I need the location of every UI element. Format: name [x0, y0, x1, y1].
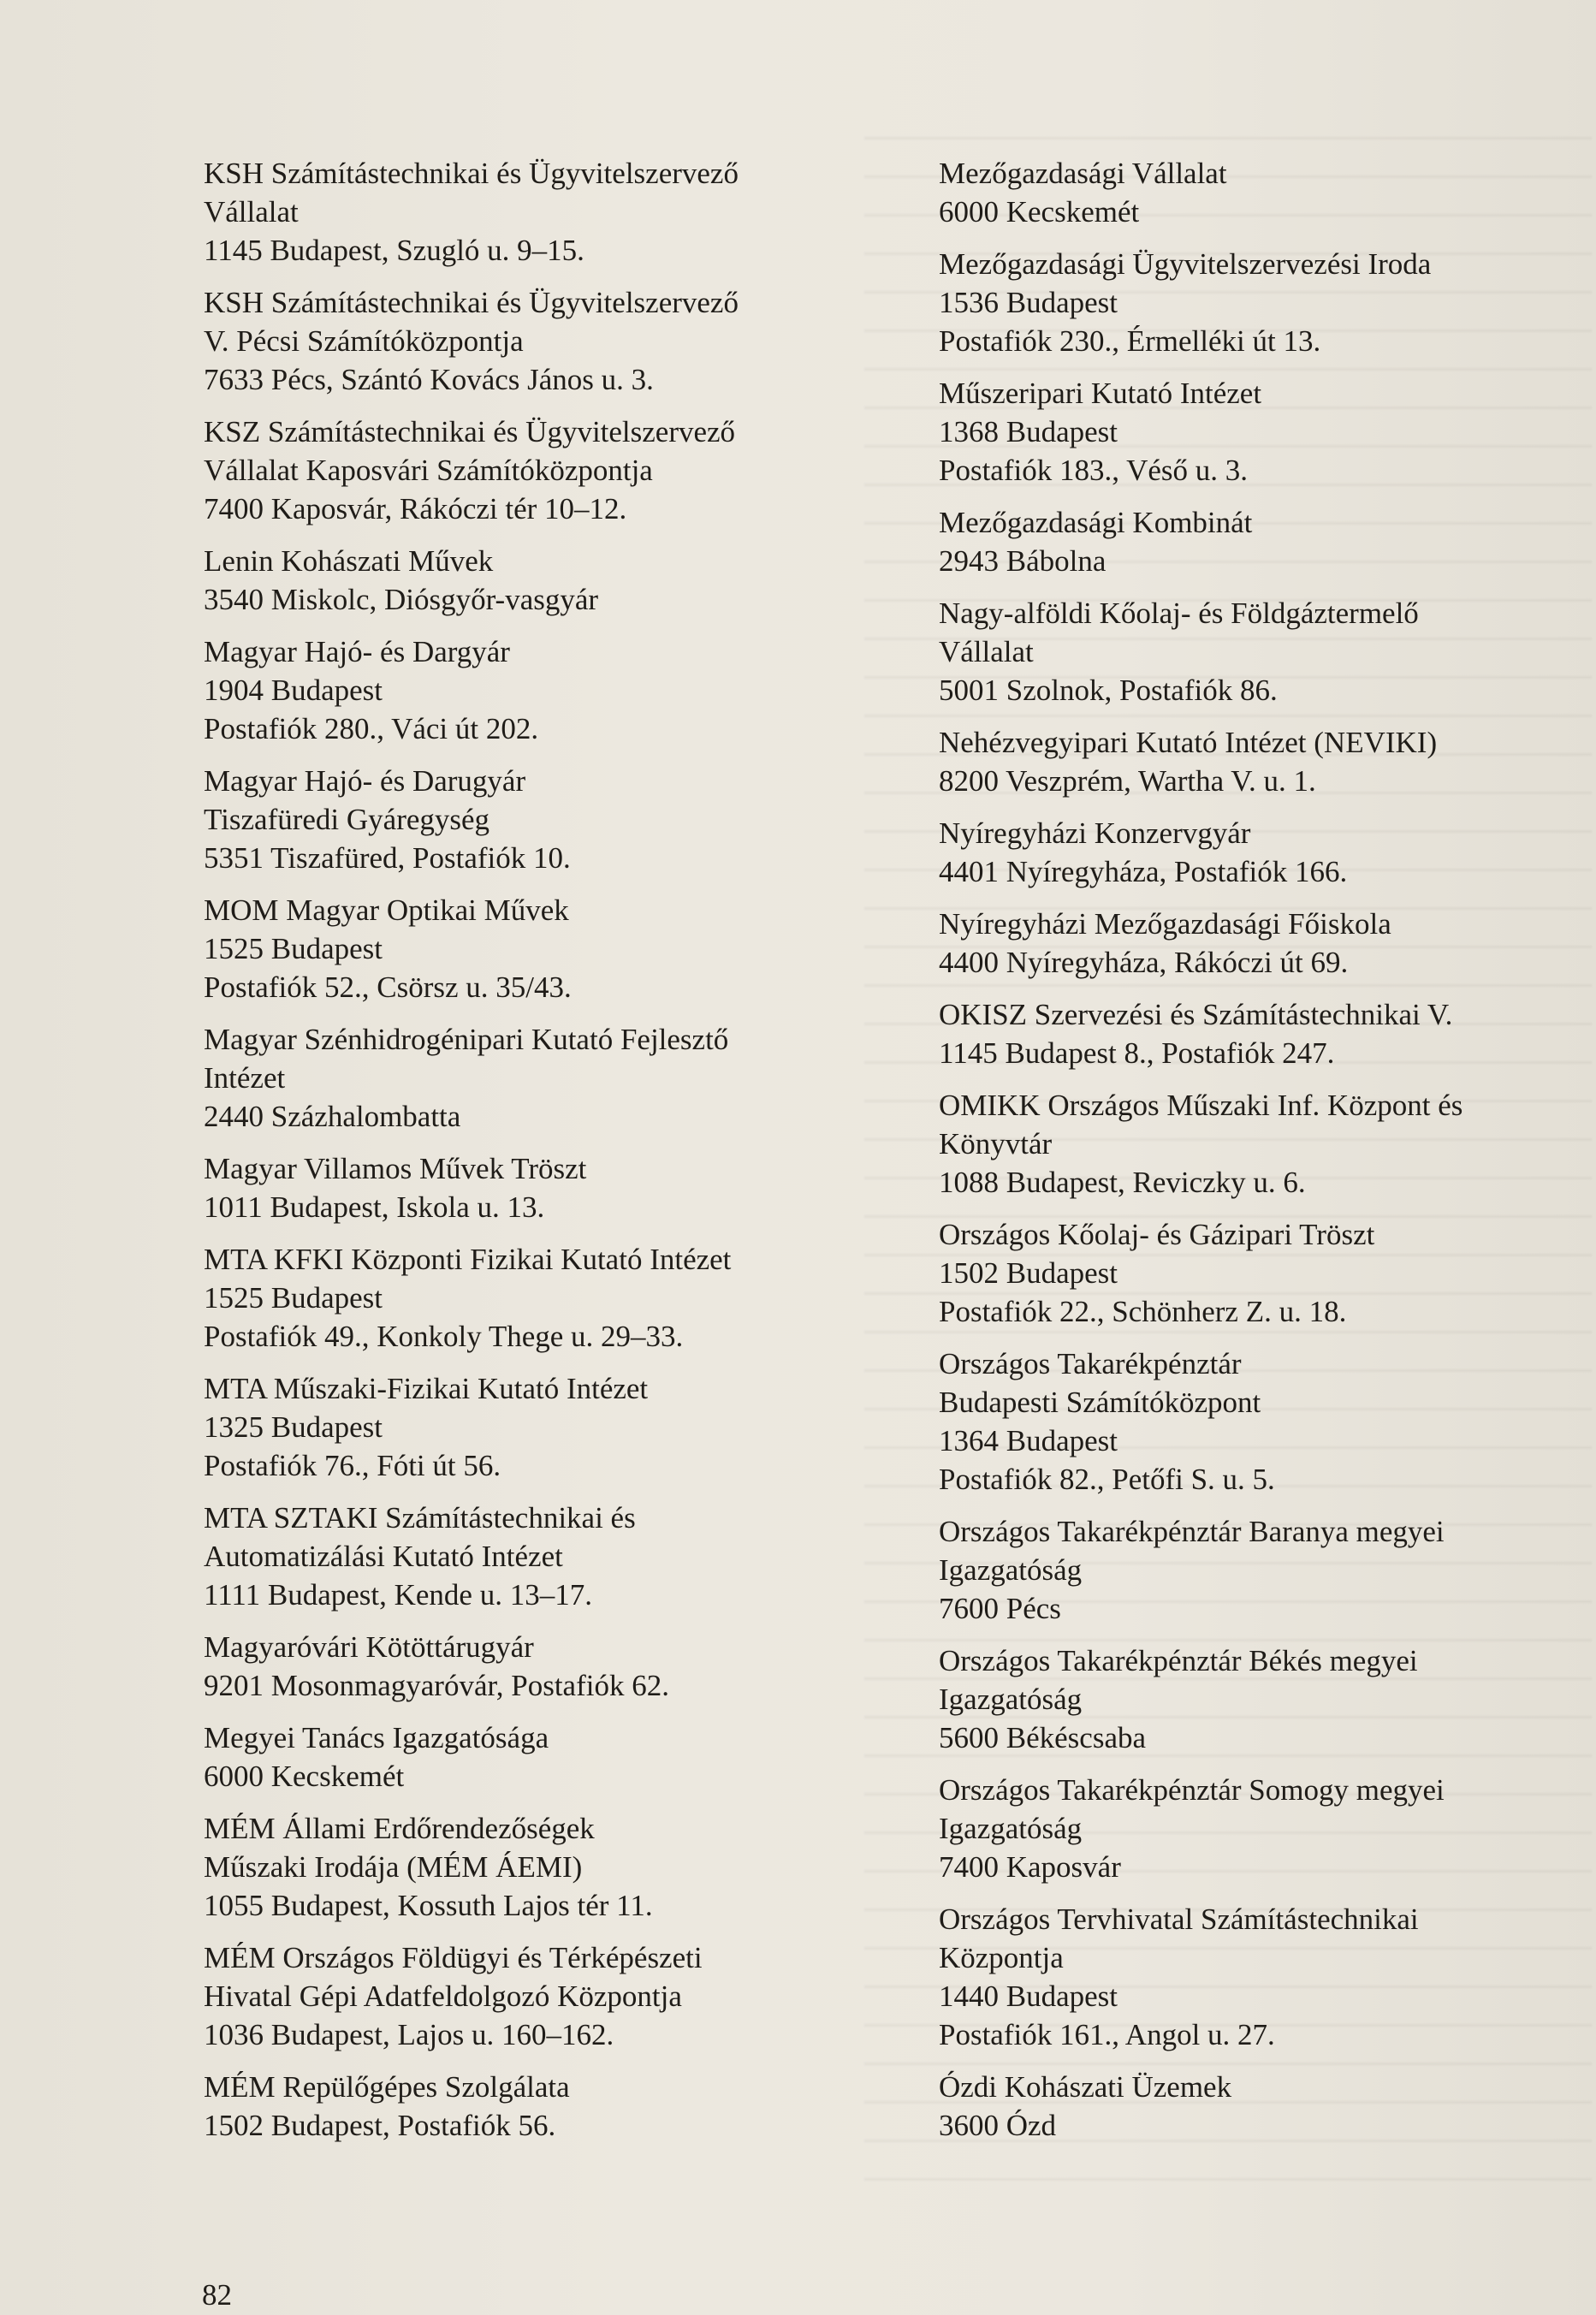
address-entry: [204, 1149, 940, 1226]
address-entry: [204, 891, 940, 1006]
entry-address-line: 4401 Nyíregyháza, Postafiók 166.: [939, 855, 1348, 888]
entry-address-line: Postafiók 76., Fóti út 56.: [204, 1449, 501, 1482]
address-entry: [204, 1240, 940, 1356]
address-entry: [204, 1718, 940, 1796]
entry-address-line: 1525 Budapest: [204, 932, 383, 965]
entry-address-line: Igazgatóság: [939, 1683, 1083, 1716]
address-entry: [939, 154, 1572, 231]
entry-organization-name: MÉM Országos Földügyi és Térképészeti: [204, 1941, 703, 1974]
entry-organization-name: Magyaróvári Kötöttárugyár: [204, 1630, 534, 1664]
entry-organization-name: Magyar Hajó- és Dargyár: [204, 635, 510, 668]
entry-address-line: 5001 Szolnok, Postafiók 86.: [939, 674, 1278, 707]
entry-address-line: Tiszafüredi Gyáregység: [204, 803, 490, 836]
entry-organization-name: Nagy-alföldi Kőolaj- és Földgáztermelő: [939, 597, 1419, 630]
entry-address-line: 1502 Budapest: [939, 1256, 1118, 1290]
entry-address-line: 1325 Budapest: [204, 1410, 383, 1444]
entry-organization-name: Nyíregyházi Mezőgazdasági Főiskola: [939, 907, 1391, 941]
entry-organization-name: Mezőgazdasági Kombinát: [939, 506, 1253, 539]
entry-address-line: V. Pécsi Számítóközpontja: [204, 324, 524, 358]
address-entry: [939, 1900, 1572, 2054]
entry-address-line: Hivatal Gépi Adatfeldolgozó Központja: [204, 1980, 682, 2013]
address-entry: [939, 1215, 1572, 1331]
entry-address-line: Könyvtár: [939, 1127, 1053, 1160]
address-entry: [939, 1512, 1572, 1628]
entry-address-line: 1111 Budapest, Kende u. 13–17.: [204, 1578, 592, 1612]
address-entry: [204, 1809, 940, 1925]
address-entry: [939, 723, 1572, 800]
address-entry: [939, 814, 1572, 891]
entry-organization-name: MTA KFKI Központi Fizikai Kutató Intézet: [204, 1243, 732, 1276]
entry-address-line: 1364 Budapest: [939, 1424, 1118, 1457]
address-entry: [204, 1938, 940, 2054]
entry-organization-name: MTA Műszaki-Fizikai Kutató Intézet: [204, 1372, 649, 1405]
entry-organization-name: Lenin Kohászati Művek: [204, 544, 494, 578]
entry-organization-name: Magyar Villamos Művek Tröszt: [204, 1152, 587, 1185]
address-entry: [939, 503, 1572, 580]
entry-address-line: 6000 Kecskemét: [204, 1760, 405, 1793]
address-entry: [939, 905, 1572, 982]
entry-address-line: Igazgatóság: [939, 1553, 1083, 1587]
address-entry: [204, 1499, 940, 1614]
entry-address-line: 7600 Pécs: [939, 1592, 1061, 1625]
entry-address-line: 1536 Budapest: [939, 286, 1118, 319]
entry-address-line: Postafiók 82., Petőfi S. u. 5.: [939, 1463, 1275, 1496]
entry-address-line: Vállalat: [204, 195, 299, 229]
entry-address-line: 2943 Bábolna: [939, 544, 1107, 578]
entry-organization-name: Országos Takarékpénztár Békés megyei: [939, 1644, 1418, 1677]
entry-organization-name: MÉM Állami Erdőrendezőségek: [204, 1812, 595, 1845]
entry-address-line: Vállalat Kaposvári Számítóközpontja: [204, 454, 653, 487]
entry-address-line: Központja: [939, 1941, 1064, 1974]
entry-organization-name: KSH Számítástechnikai és Ügyvitelszervező: [204, 286, 739, 319]
entry-address-line: 1525 Budapest: [204, 1281, 383, 1315]
entry-organization-name: MTA SZTAKI Számítástechnikai és: [204, 1501, 636, 1534]
address-entry: [204, 283, 940, 399]
entry-organization-name: Mezőgazdasági Vállalat: [939, 157, 1227, 190]
entry-organization-name: Ózdi Kohászati Üzemek: [939, 2070, 1232, 2104]
entry-address-line: 1011 Budapest, Iskola u. 13.: [204, 1190, 545, 1224]
entry-address-line: Igazgatóság: [939, 1812, 1083, 1845]
entry-address-line: 5351 Tiszafüred, Postafiók 10.: [204, 841, 571, 875]
address-entry: [939, 1771, 1572, 1886]
entry-address-line: Postafiók 22., Schönherz Z. u. 18.: [939, 1295, 1347, 1328]
entry-address-line: Postafiók 230., Érmelléki út 13.: [939, 324, 1321, 358]
entry-address-line: 1440 Budapest: [939, 1980, 1118, 2013]
entry-organization-name: Országos Takarékpénztár: [939, 1347, 1242, 1380]
entry-organization-name: Magyar Hajó- és Darugyár: [204, 764, 526, 798]
entry-address-line: 3540 Miskolc, Diósgyőr-vasgyár: [204, 583, 599, 616]
entry-address-line: 1088 Budapest, Reviczky u. 6.: [939, 1166, 1306, 1199]
entry-address-line: 7400 Kaposvár: [939, 1850, 1121, 1884]
entry-address-line: 1145 Budapest, Szugló u. 9–15.: [204, 234, 584, 267]
entry-address-line: 1055 Budapest, Kossuth Lajos tér 11.: [204, 1889, 653, 1922]
address-entry: [204, 632, 940, 748]
address-entry: [939, 995, 1572, 1072]
entry-organization-name: Műszeripari Kutató Intézet: [939, 377, 1262, 410]
entry-address-line: 1145 Budapest 8., Postafiók 247.: [939, 1036, 1335, 1070]
address-entry: [939, 594, 1572, 709]
entry-organization-name: Országos Tervhivatal Számítástechnikai: [939, 1902, 1419, 1936]
address-entry: [204, 1369, 940, 1485]
right-address-column: [939, 154, 1572, 2158]
entry-organization-name: MÉM Repülőgépes Szolgálata: [204, 2070, 570, 2104]
page-number: 82: [202, 2278, 232, 2312]
address-entry: [204, 1628, 940, 1705]
address-entry: [204, 1020, 940, 1136]
entry-address-line: Postafiók 183., Véső u. 3.: [939, 454, 1249, 487]
entry-address-line: Műszaki Irodája (MÉM ÁEMI): [204, 1850, 583, 1884]
entry-address-line: 8200 Veszprém, Wartha V. u. 1.: [939, 764, 1316, 798]
entry-address-line: 7400 Kaposvár, Rákóczi tér 10–12.: [204, 492, 627, 525]
address-entry: [939, 1086, 1572, 1202]
address-entry: [939, 2068, 1572, 2145]
entry-address-line: Postafiók 280., Váci út 202.: [204, 712, 539, 745]
entry-address-line: 1036 Budapest, Lajos u. 160–162.: [204, 2018, 614, 2051]
entry-organization-name: Nehézvegyipari Kutató Intézet (NEVIKI): [939, 726, 1438, 759]
address-entry: [204, 154, 940, 270]
entry-address-line: 1904 Budapest: [204, 674, 383, 707]
entry-address-line: Budapesti Számítóközpont: [939, 1386, 1261, 1419]
address-entry: [939, 1344, 1572, 1499]
entry-organization-name: Megyei Tanács Igazgatósága: [204, 1721, 549, 1754]
address-entry: [939, 245, 1572, 360]
entry-organization-name: Magyar Szénhidrogénipari Kutató Fejlesztő: [204, 1023, 729, 1056]
entry-organization-name: OKISZ Szervezési és Számítástechnikai V.: [939, 998, 1453, 1031]
entry-organization-name: OMIKK Országos Műszaki Inf. Központ és: [939, 1089, 1463, 1122]
entry-address-line: 7633 Pécs, Szántó Kovács János u. 3.: [204, 363, 654, 396]
entry-organization-name: Országos Kőolaj- és Gázipari Tröszt: [939, 1218, 1375, 1251]
entry-address-line: Vállalat: [939, 635, 1034, 668]
address-entry: [939, 1641, 1572, 1757]
entry-address-line: 4400 Nyíregyháza, Rákóczi út 69.: [939, 946, 1349, 979]
entry-address-line: Postafiók 161., Angol u. 27.: [939, 2018, 1275, 2051]
entry-organization-name: Országos Takarékpénztár Somogy megyei: [939, 1773, 1445, 1807]
entry-organization-name: KSH Számítástechnikai és Ügyvitelszervező: [204, 157, 739, 190]
entry-address-line: Intézet: [204, 1061, 286, 1095]
entry-organization-name: Nyíregyházi Konzervgyár: [939, 816, 1251, 850]
address-entry: [939, 374, 1572, 490]
entry-address-line: 1502 Budapest, Postafiók 56.: [204, 2109, 556, 2142]
left-address-column: [204, 154, 940, 2158]
entry-organization-name: Országos Takarékpénztár Baranya megyei: [939, 1515, 1445, 1548]
entry-address-line: 5600 Békéscsaba: [939, 1721, 1147, 1754]
entry-address-line: 1368 Budapest: [939, 415, 1118, 448]
entry-address-line: 3600 Ózd: [939, 2109, 1057, 2142]
entry-address-line: 2440 Százhalombatta: [204, 1100, 461, 1133]
entry-address-line: Postafiók 49., Konkoly Thege u. 29–33.: [204, 1320, 684, 1353]
entry-address-line: Postafiók 52., Csörsz u. 35/43.: [204, 971, 572, 1004]
entry-address-line: 9201 Mosonmagyaróvár, Postafiók 62.: [204, 1669, 669, 1702]
entry-organization-name: KSZ Számítástechnikai és Ügyvitelszervező: [204, 415, 736, 448]
address-entry: [204, 762, 940, 877]
entry-address-line: Automatizálási Kutató Intézet: [204, 1540, 563, 1573]
entry-address-line: 6000 Kecskemét: [939, 195, 1140, 229]
address-entry: [204, 413, 940, 528]
address-entry: [204, 2068, 940, 2145]
entry-organization-name: Mezőgazdasági Ügyvitelszervezési Iroda: [939, 247, 1432, 281]
entry-organization-name: MOM Magyar Optikai Művek: [204, 893, 569, 927]
address-entry: [204, 542, 940, 619]
